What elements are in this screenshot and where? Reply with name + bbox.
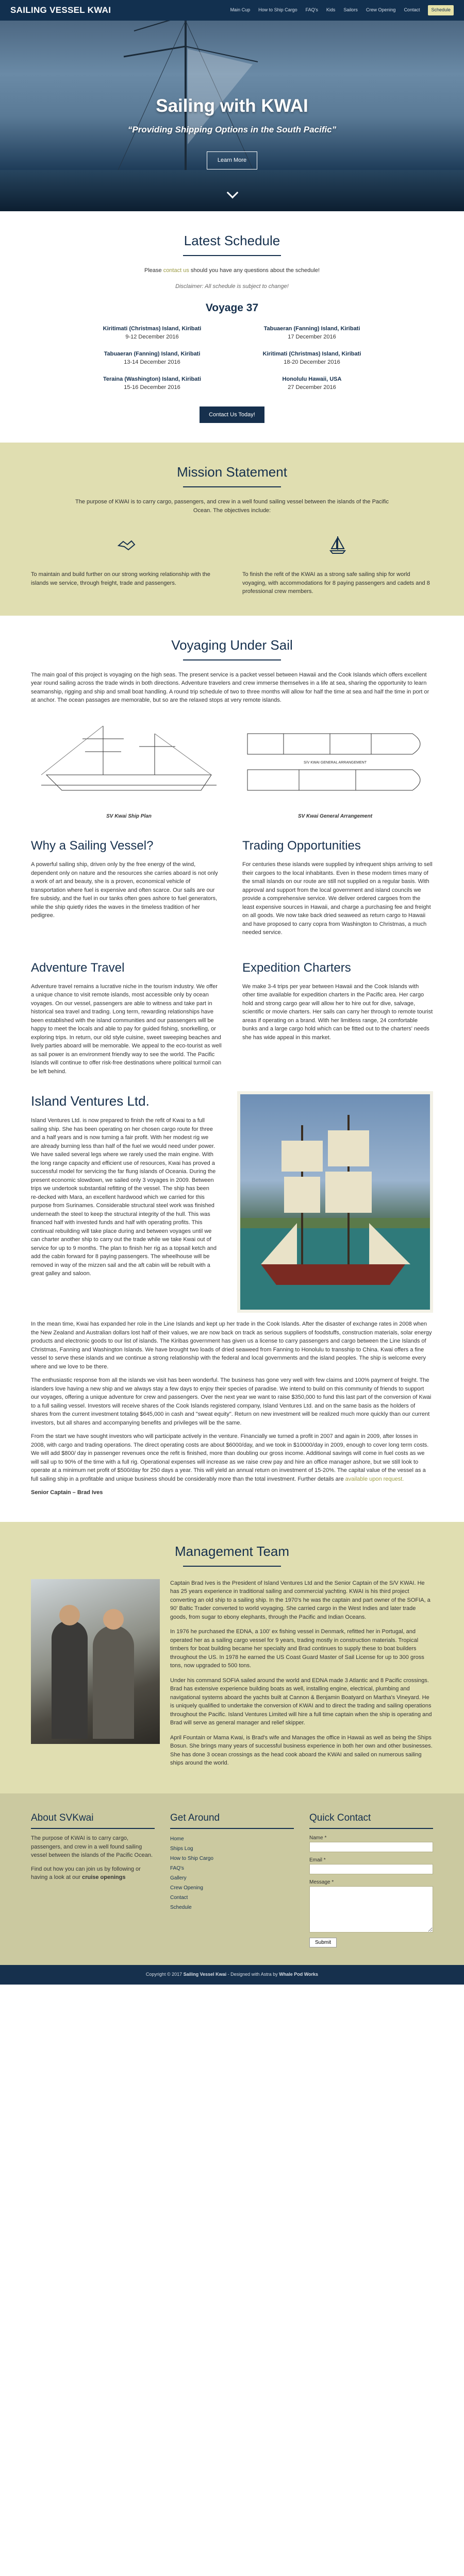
expedition-text: We make 3-4 trips per year between Hawaii and the Cook Islands with other time available for expedition charters in the Pacific area. Her cargo hold and strong cargo gear will allow her to hire out for dive, salvage, scientific or movie charters. Her sails can carry her through to remote tourist areas if operating on a brand. With her limitless range, 24 comfortable bunks and a large cargo hold which can be fitted out to the charters' needs she has wide appeal in this market.	[242, 983, 433, 1041]
footer-contact	[309, 1811, 433, 1948]
menu-item[interactable]: Crew Opening	[366, 7, 396, 13]
intro-text: should you have any questions about the schedule!	[189, 267, 320, 274]
stop-item	[72, 325, 232, 342]
menu-item[interactable]: Sailors	[343, 7, 358, 13]
stop-place: Tabuaeran (Fanning) Island, Kiribati	[104, 350, 201, 357]
island-text: The enthusiastic response from all the islands we visit has been wonderful. The business has gone very well with few claims and 100% payment of freight. The islanders love having a new ship and we always stay a few days to enjoy their species of paradise. We intend to build on this community of friends to support our voyages, offering a unique adventure for crew and passengers. Over the next year we want to raise $350,000 to fund this last part of the conversion of Kwai to a full sailing vessel. Investors will receive shares of the Cook Islands registered company, Island Ventures Ltd. and on the same basis as the holders of shares from the current investment totaling $645,000 in cash and "sweat equity". Return on new investment will be realized much more quickly than our current investors, but all shares and accompanying benefits and privileges will be the same.	[31, 1377, 432, 1426]
developer-link[interactable]: Whale Pod Works	[279, 1972, 319, 1977]
team-title: Management Team	[174, 1543, 290, 1559]
stop-date: 13-14 December 2016	[124, 359, 180, 365]
team-bios	[170, 1579, 433, 1774]
schedule-stops	[72, 325, 392, 392]
schedule-disclaimer: Disclaimer: All schedule is subject to change!	[175, 283, 289, 290]
team-content	[31, 1579, 433, 1774]
stop-place: Teraina (Washington) Island, Kiribati	[103, 376, 202, 382]
plan-caption: SV Kwai Ship Plan	[106, 814, 152, 819]
footer-link[interactable]: FAQ's	[170, 1866, 184, 1871]
footer-link[interactable]: Gallery	[170, 1875, 187, 1881]
island-text: In the mean time, Kwai has expanded her role in the Line Islands and kept up her trade in the Cook Islands. After the disaster of exchange rates in 2008 when the New Zealand and Australian dollars lost half of their values, we are now back on track as serious suppliers of foodstuffs, construction materials, solar energy products and electronic goods to our list of islands. The Kiribas government has given us a license to carry passengers and cargo between the Line Islands of Christmas, Fanning and Washington Islands. We have brought two loads of dried seaweed from Fanning to Honolulu to transship to China. Kwai offers a fine vessel to serve these islands and we continue a strong relationship with the federal and local governments and the island peoples. The ship is welcome every where and we love to be there.	[31, 1321, 432, 1370]
hero-tagline: “Providing Shipping Options in the South Pacific”	[127, 124, 337, 134]
adventure-text: Adventure travel remains a lucrative niche in the tourism industry. We offer a unique chance to visit remote islands, most accessible only by ocean voyages. On our vessel, passengers are able to witness and take part in historical sea travel and trading. Long term, rewarding relationships have been established with the island communities and our passengers will be happy to meet the locals and able to pay for guided fishing, snorkelling, or exploring trips. In return, our old style cuisine, sweet sweeping beaches and lively parties aboard will be memorable. We appeal to the eco-tourist as well as sail power is an environment friendly way to see the world. The Pacific Islands will continue to offer risk-free destinations where political turmoil can be left behind.	[31, 983, 222, 1075]
info-grid	[31, 837, 433, 942]
stop-place: Tabuaeran (Fanning) Island, Kiribati	[263, 325, 360, 332]
copyright-text: - Designed with Astra by	[226, 1972, 279, 1977]
signature	[31, 1488, 433, 1497]
trading-opportunities	[242, 837, 433, 942]
footer-links	[170, 1811, 294, 1948]
hero-content	[0, 93, 464, 170]
objective-text: To finish the refit of the KWAI as a strong safe sailing ship for world voyaging, with accommodations for 8 paying passengers and cadets and 8 professional crew members.	[242, 571, 430, 595]
person-head	[103, 1609, 124, 1630]
expedition-title: Expedition Charters	[242, 960, 351, 975]
submit-button[interactable]: Submit	[309, 1938, 337, 1947]
island-title: Island Ventures Ltd.	[31, 1093, 150, 1109]
objective-right	[242, 525, 433, 596]
general-arrangement	[237, 718, 433, 821]
footer-contact-title: Quick Contact	[309, 1811, 433, 1829]
voyaging-text: The main goal of this project is voyaging on the high seas. The present service is a packet vessel between Hawaii and the Cook Islands which offers excellent year round sailing across the trade winds in both directions. Adventure travelers and crew immerse themselves in a life at sea, sharing the opportunity to learn seamanship, rigging and ship and small boat handling. A round trip schedule of two to three months will allow for half the time at sea and half the time in port or at anchor. The ocean passages are memorable, but so are the relaxed stops at very remote islands.	[31, 671, 429, 703]
ship-painting-image	[237, 1091, 433, 1313]
island-text: Island Ventures Ltd. is now prepared to finish the refit of Kwai to a full sailing ship. She has been operating on her chosen cargo route for three and a half years and is now turning a fair profit. With her modest rig we are already burning less than half of the fuel we would need under power. We have sailed several legs where we rarely used the main engine. With the long range capacity and efficient use of resources, Kwai has proved a successful model for servicing the far flung islands of Oceania. During the present economic slowdown, we sailed only 3 voyages in 2009. Between trips we undertook substantial refitting of the vessel. The ship has been re-decked with Mara, an excellent hardwood which we carried for this purpose from Surinames. Considerable structural steel work was finished underneath the steel to keep the structural integrity of the hull. This was financed half with invested funds and half with operating profits. This continual rebuilding will take place during and between voyages until we can charter another ship to carry out the trade while we take Kwai out of service for up to 9 months. The plan to finish her rig as a topsail ketch and add the cabin forward for 8 paying passengers. The wheelhouse will be removed in way of the mizzen sail and the aft cabin will be rebuilt with a great galley and saloon.	[31, 1117, 217, 1277]
stop-item	[232, 350, 392, 367]
island-text-span: From the start we have sought investors who will participate actively in the venture. Financially we turned a profit in 2007 and again in 2009, after losses in 2008, with cargo and trading operations. The direct operating costs are about $6000/day, and we took in $10000/day in 2009, enough to cover long term costs. We will add $800/ day in passenger revenues once the refit is finished, more than doubling our gross income. Additional savings will come in fuel costs as we will sail up to 90% of the time with a full rig. Operational expenses will increase as we raise crew pay and hire an office manager ashore, but we still look to operate at a minimum net profit of $500/day for 250 days a year. This will yield an annual return on investment of 15-20%. The capital value of the vessel as a full sailing ship in a profitable and unique business should be considerably more than the total investment. Further details are	[31, 1433, 429, 1482]
bio-paragraph: April Fountain or Mama Kwai, is Brad's wife and Manages the office in Hawaii as well as being the Ships Bosun. She brings many years of successful business experience in both her own and other businesses. She has done 3 ocean crossings as the head cook aboard the KWAI and sailed on numerous sailing ships around the world.	[170, 1734, 433, 1766]
divider	[183, 1566, 281, 1567]
adventure-travel	[31, 959, 222, 1081]
mission-title: Mission Statement	[177, 464, 287, 480]
footer-link[interactable]: Ships Log	[170, 1846, 193, 1852]
stop-place: Kiritimati (Christmas) Island, Kiribati	[103, 325, 202, 332]
island-ventures	[31, 1091, 433, 1313]
schedule-section	[0, 211, 464, 443]
objective-left	[31, 525, 222, 596]
person-head	[59, 1605, 80, 1625]
why-title: Why a Sailing Vessel?	[31, 839, 154, 853]
voyage-title: Voyage 37	[205, 302, 259, 314]
painting-art	[240, 1094, 430, 1310]
footer-link-list	[170, 1834, 294, 1912]
copyright-text: Copyright © 2017	[145, 1972, 184, 1977]
person-figure	[52, 1620, 88, 1739]
menu-item[interactable]: Main Cup	[230, 7, 251, 13]
learn-more-button[interactable]: Learn More	[207, 151, 257, 170]
island-left	[31, 1091, 217, 1313]
team-photo	[31, 1579, 160, 1744]
footer-about-text: The purpose of KWAI is to carry cargo, passengers, and crew in a well found sailing vessel between the islands of the Pacific Ocean.	[31, 1835, 153, 1858]
intro-text: Please	[144, 267, 163, 274]
copyright-bar	[0, 1965, 464, 1985]
stop-item	[232, 375, 392, 392]
why-text: A powerful sailing ship, driven only by the free energy of the wind, dependent only on nature and the resources she carries aboard is not only a work of art and beauty, she is a proven, economical vehicle of transportation where fuel is expensive and often scarce. Our sails are our fire subsidy, and the fuel in our tanks often goes ashore to fuel generators, while the ship quietly rides the waves in the timeless tradition of her pedigree.	[31, 861, 218, 919]
stop-date: 15-16 December 2016	[124, 384, 180, 391]
sailboat-icon	[327, 534, 348, 555]
menu-item[interactable]: FAQ's	[305, 7, 318, 13]
trade-title: Trading Opportunities	[242, 839, 361, 853]
schedule-title: Latest Schedule	[184, 233, 280, 248]
info-grid	[31, 959, 433, 1081]
message-input[interactable]	[309, 1886, 433, 1933]
footer-link[interactable]: Schedule	[170, 1905, 192, 1910]
name-label: Name *	[309, 1835, 327, 1841]
footer-link[interactable]: Crew Opening	[170, 1885, 203, 1891]
contact-link[interactable]: contact us	[163, 267, 189, 274]
footer-links-title: Get Around	[170, 1811, 294, 1829]
footer-link[interactable]: Contact	[170, 1895, 188, 1901]
footer-about-text	[31, 1865, 155, 1882]
brand-logo[interactable]: SAILING VESSEL KWAI	[10, 5, 111, 15]
schedule-intro	[0, 266, 464, 275]
site-footer	[0, 1793, 464, 1965]
plan-caption: SV Kwai General Arrangement	[297, 814, 373, 819]
footer-link[interactable]: Home	[170, 1836, 184, 1842]
message-label: Message *	[309, 1879, 334, 1885]
mission-objectives	[31, 525, 433, 596]
adventure-title: Adventure Travel	[31, 960, 125, 975]
island-text	[31, 1432, 433, 1483]
person-figure	[93, 1625, 134, 1739]
menu-item[interactable]: Kids	[326, 7, 336, 13]
stop-date: 27 December 2016	[288, 384, 336, 391]
bio-paragraph: Under his command SOFIA sailed around the world and EDNA made 3 Atlantic and 8 Pacific crossings. Brad has extensive experience building boats as well, installing engine, electrical, plumbing and navigational systems aboard the yachts built at Cannon & Benjamin Boatyard on Martha's Vineyard. He is uniquely qualified to undertake the conversion of KWAI and to direct the trading and sailing operations throughout the Pacific. Island Ventures Limited will hire a full time captain when the ship is operating and Brad will serve as general manager and relief skipper.	[170, 1677, 432, 1726]
mission-section	[0, 443, 464, 616]
signature-text: Senior Captain – Brad Ives	[31, 1489, 103, 1496]
bio-paragraph: Captain Brad Ives is the President of Island Ventures Ltd and the Senior Captain of the S/V KWAI. He has 25 years experience in traditional sailing and commercial yachting. KWAI is his third project converting an old ship to a sailing ship. In the 1970's he was the captain and part owner of the SOFIA, a 90' Baltic Trader converted to world voyaging. She carried cargo in the West Indies and later trade goods, from sugar to ebony elephants, through the Pacific and Indian Oceans.	[170, 1580, 430, 1620]
objective-text: To maintain and build further on our strong working relationship with the islands we service, through freight, trade and passengers.	[31, 571, 210, 586]
general-arrangement-drawing[interactable]	[237, 718, 433, 806]
menu-item[interactable]: Contact	[404, 7, 420, 13]
stop-place: Honolulu Hawaii, USA	[282, 376, 342, 382]
mission-intro: The purpose of KWAI is to carry cargo, passengers, and crew in a well found sailing vessel between the islands of the Pacific Ocean. The objectives include:	[75, 499, 389, 514]
menu-item-active[interactable]: Schedule	[428, 5, 454, 15]
ship-plan-drawing[interactable]	[31, 718, 227, 806]
stop-item	[72, 350, 232, 367]
details-link[interactable]: available upon request.	[345, 1476, 404, 1482]
divider	[183, 659, 281, 660]
stop-date: 18-20 December 2016	[284, 359, 340, 365]
plan-label: S/V KWAI GENERAL ARRANGEMENT	[303, 760, 367, 765]
name-input[interactable]	[309, 1842, 433, 1852]
cta-wrap	[0, 406, 464, 423]
footer-link[interactable]: How to Ship Cargo	[170, 1856, 213, 1861]
contact-us-button[interactable]: Contact Us Today!	[200, 406, 264, 423]
voyaging-section	[0, 616, 464, 1522]
trade-text: For centuries these islands were supplied by infrequent ships arriving to sell their cargoes to the local inhabitants. Even in these modern times many of the small islands on our route are still not supplied on a regular basis. With approval and support from the local government and island councils we provide a comprehensive service. We deliver ordered cargoes from the least expensive sources in Hawaii, and charge a purchasing fee and freight on all goods. We now take back dried seaweed as return cargo to Hawaii and have proposed to carry copra from Washington to Christmas, a much needed service.	[242, 861, 433, 936]
stop-date: 9-12 December 2016	[125, 334, 179, 340]
island-continued	[31, 1320, 433, 1497]
stop-date: 17 December 2016	[288, 334, 336, 340]
site-name-link[interactable]: Sailing Vessel Kwai	[183, 1972, 227, 1977]
hero	[0, 0, 464, 211]
stop-item	[72, 375, 232, 392]
divider	[183, 255, 281, 256]
email-label: Email *	[309, 1857, 326, 1863]
footer-about-title: About SVKwai	[31, 1811, 155, 1829]
stop-item	[232, 325, 392, 342]
hero-title: Sailing with KWAI	[156, 96, 308, 116]
email-input[interactable]	[309, 1864, 433, 1874]
voyaging-title: Voyaging Under Sail	[171, 637, 293, 653]
divider	[183, 486, 281, 487]
footer-about-span: Find out how you can join us by following or having a look at our	[31, 1866, 141, 1880]
why-sailing	[31, 837, 222, 942]
bio-paragraph: In 1976 he purchased the EDNA, a 100' ex fishing vessel in Denmark, refitted her in Portugal, and operated her as a sailing cargo vessel for 9 years, trading mostly in construction materials. Tropical timbers for boat building became her specialty and Brad continues to supply these to boat builders throughout the US. In 1978 he earned the US Coast Guard Master of Sail License for up to 300 gross tons, now upgraded to 500 tons.	[170, 1629, 424, 1669]
menu-item[interactable]: How to Ship Cargo	[258, 7, 297, 13]
stop-place: Kiritimati (Christmas) Island, Kiribati	[262, 350, 361, 357]
footer-about	[31, 1811, 155, 1948]
team-section	[0, 1522, 464, 1793]
ship-plan	[31, 718, 227, 821]
cruise-openings-link[interactable]: cruise openings	[82, 1874, 126, 1880]
main-menu	[230, 5, 454, 15]
expedition-charters	[242, 959, 433, 1081]
ship-plans	[31, 718, 433, 821]
handshake-icon	[116, 534, 137, 555]
top-nav	[0, 0, 464, 21]
